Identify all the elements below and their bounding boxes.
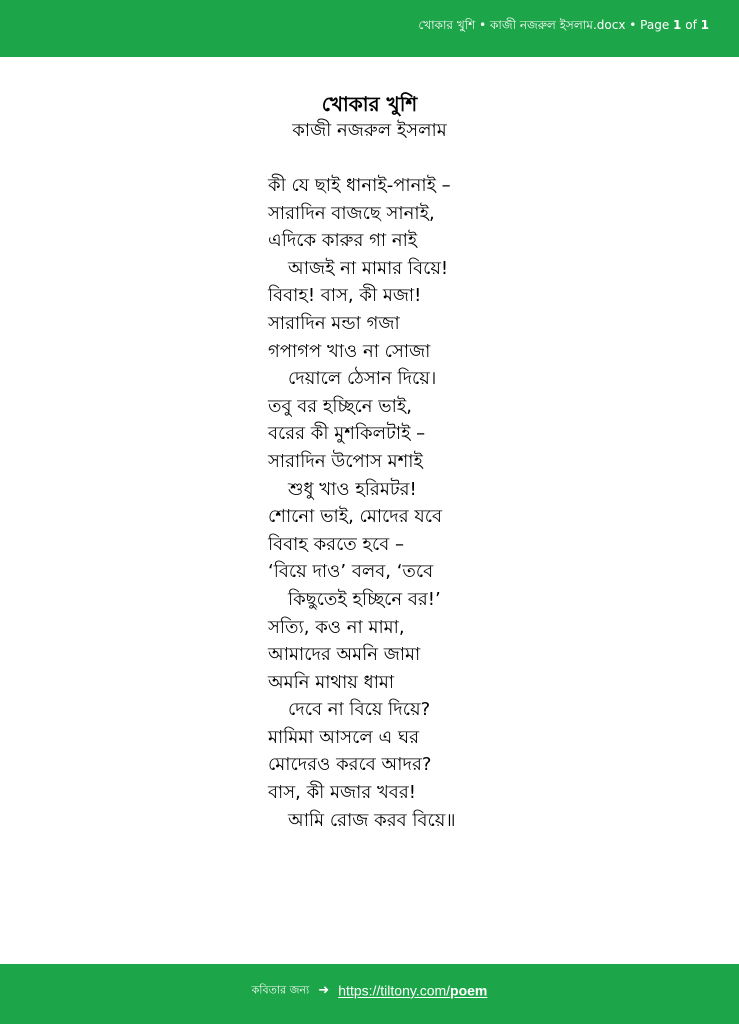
bottom-footer-bar [0,964,739,1024]
document-file-name: খোকার খুশি • কাজী নজরুল ইসলাম.docx [418,18,626,32]
poem-line: মামিমা আসলে এ ঘর [268,726,419,748]
footer-label: কবিতার জন্য [251,983,310,997]
poem-body [268,172,688,834]
poem-line: এদিকে কারুর গা নাই [268,230,418,252]
poem-line: সত্যি, কও না মামা, [268,616,405,638]
top-header-bar [0,0,739,57]
poem-line: তবু বর হচ্ছিনে ভাই, [268,395,412,417]
header-separator: • [629,18,637,32]
poem-line: শোনো ভাই, মোদের যবে [268,506,442,528]
link-bold-part[interactable]: poem [450,982,488,999]
page-word: Page [640,18,670,32]
poem-line: দেবে না বিয়ে দিয়ে? [288,699,431,721]
poem-line: গপাগপ খাও না সোজা [268,340,431,362]
poem-line: কিছুতেই হচ্ছিনে বর!’ [288,588,441,610]
poem-line: সারাদিন বাজছে সানাই, [268,202,435,224]
document-info [418,17,709,33]
poem-line: সারাদিন মন্ডা গজা [268,312,400,334]
poem-title: খোকার খুশি [321,92,418,116]
poem-line: অমনি মাথায় ধামা [268,671,395,693]
poem-line: আমাদের অমনি জামা [268,644,421,666]
poem-author: কাজী নজরুল ইসলাম [292,120,447,141]
poem-line: বরের কী মুশকিলটাই – [268,423,426,445]
poem-line: শুধু খাও হরিমটর! [288,478,417,500]
page-current: 1 [673,18,682,32]
right-arrow-icon: ➜ [318,982,330,998]
poem-website-link[interactable] [338,983,487,999]
footer-line [0,980,739,1001]
poem-line: ‘বিয়ে দাও’ বলব, ‘তবে [268,561,434,583]
poem-line: কী যে ছাই ধানাই-পানাই – [268,175,451,196]
poem-line: সারাদিন উপোস মশাই [268,450,423,472]
poem-line: আজই না মামার বিয়ে! [288,257,449,279]
document-page [0,57,739,964]
link-prefix[interactable]: https://tiltony.com/ [338,982,451,999]
poem-line: বিবাহ! বাস, কী মজা! [268,285,422,307]
page-of: of [685,18,697,32]
poem-line: আমি রোজ করব বিয়ে॥ [288,809,456,831]
poem-line: বাস, কী মজার খবর! [268,782,416,804]
poem-line: দেয়ালে ঠেসান দিয়ে। [288,368,437,390]
page-total: 1 [700,18,709,32]
poem-line: মোদেরও করবে আদর? [268,754,432,776]
poem-line: বিবাহ করতে হবে – [268,533,404,555]
